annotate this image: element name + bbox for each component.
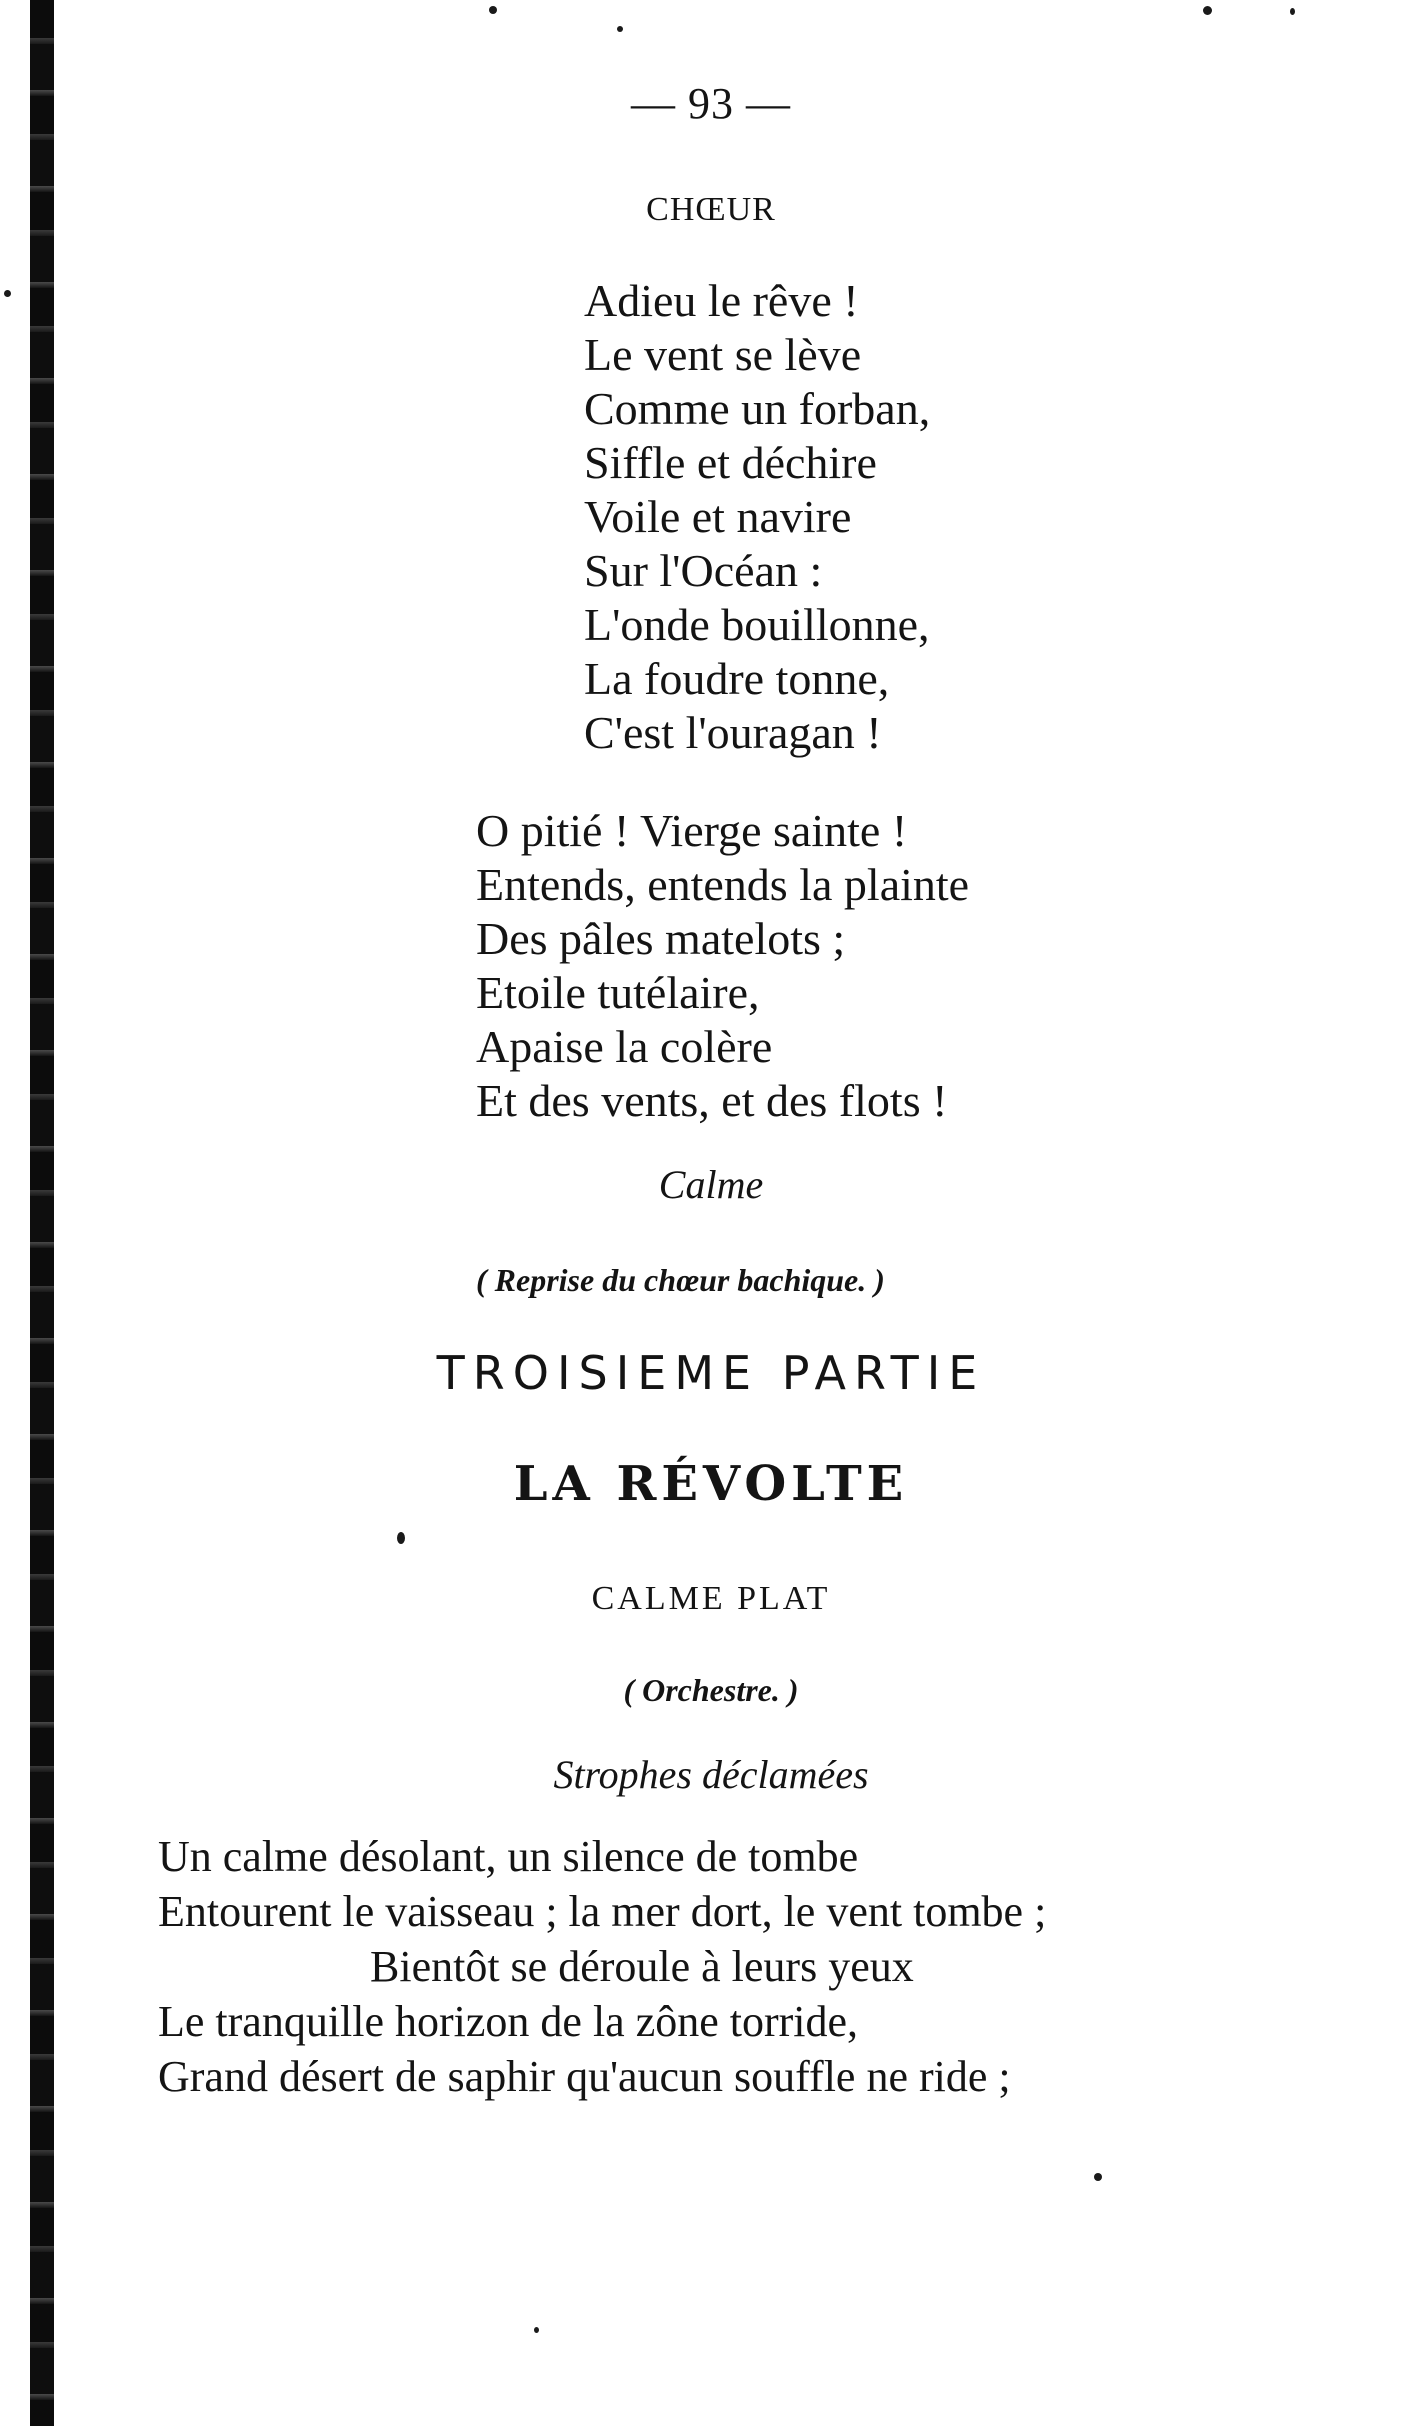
verse-line: L'onde bouillonne, (584, 599, 930, 650)
verse-line: Adieu le rêve ! (584, 275, 859, 326)
choeur-title: CHŒUR (646, 191, 776, 228)
scan-speck (489, 6, 497, 14)
strophes-heading: Strophes déclamées (553, 1752, 869, 1797)
verse-line: C'est l'ouragan ! (584, 707, 882, 758)
strophe-line: Bientôt se déroule à leurs yeux (370, 1942, 914, 1991)
verse-line: Et des vents, et des flots ! (476, 1075, 948, 1126)
scan-speck (397, 1532, 405, 1544)
part-title: TROISIEME PARTIE (436, 1346, 986, 1400)
scan-speck (4, 290, 11, 297)
verse-line: O pitié ! Vierge sainte ! (476, 805, 908, 856)
strophe-line: Un calme désolant, un silence de tombe (158, 1832, 859, 1881)
subsection-title: CALME PLAT (591, 1580, 831, 1617)
page-number: — 93 — (631, 79, 791, 128)
calme-heading: Calme (658, 1162, 764, 1207)
scan-speck (1094, 2173, 1102, 2181)
verse-line: Entends, entends la plainte (476, 859, 970, 910)
verse-line: Comme un forban, (584, 383, 931, 434)
strophe-line: Entourent le vaisseau ; la mer dort, le vent tombe ; (158, 1887, 1047, 1936)
verse-line: Des pâles matelots ; (476, 913, 846, 964)
scan-speck (1203, 6, 1212, 15)
verse-line: Voile et navire (584, 491, 852, 542)
orchestre-note: ( Orchestre. ) (623, 1672, 799, 1708)
verse-line: Apaise la colère (476, 1021, 773, 1072)
section-title: LA RÉVOLTE (513, 1456, 909, 1512)
verse-line: Sur l'Océan : (584, 545, 823, 596)
scan-speck (1290, 8, 1295, 15)
scan-speck (617, 26, 623, 32)
verse-line: La foudre tonne, (584, 653, 890, 704)
reprise-note: ( Reprise du chœur bachique. ) (476, 1262, 885, 1298)
verse-line: Siffle et déchire (584, 437, 877, 488)
scan-speck (534, 2327, 539, 2333)
verse-line: Etoile tutélaire, (476, 967, 760, 1018)
binding-edge (30, 0, 54, 2426)
strophe-line: Le tranquille horizon de la zône torride, (158, 1997, 859, 2046)
strophe-line: Grand désert de saphir qu'aucun souffle ne ride ; (158, 2052, 1011, 2101)
verse-line: Le vent se lève (584, 329, 862, 380)
